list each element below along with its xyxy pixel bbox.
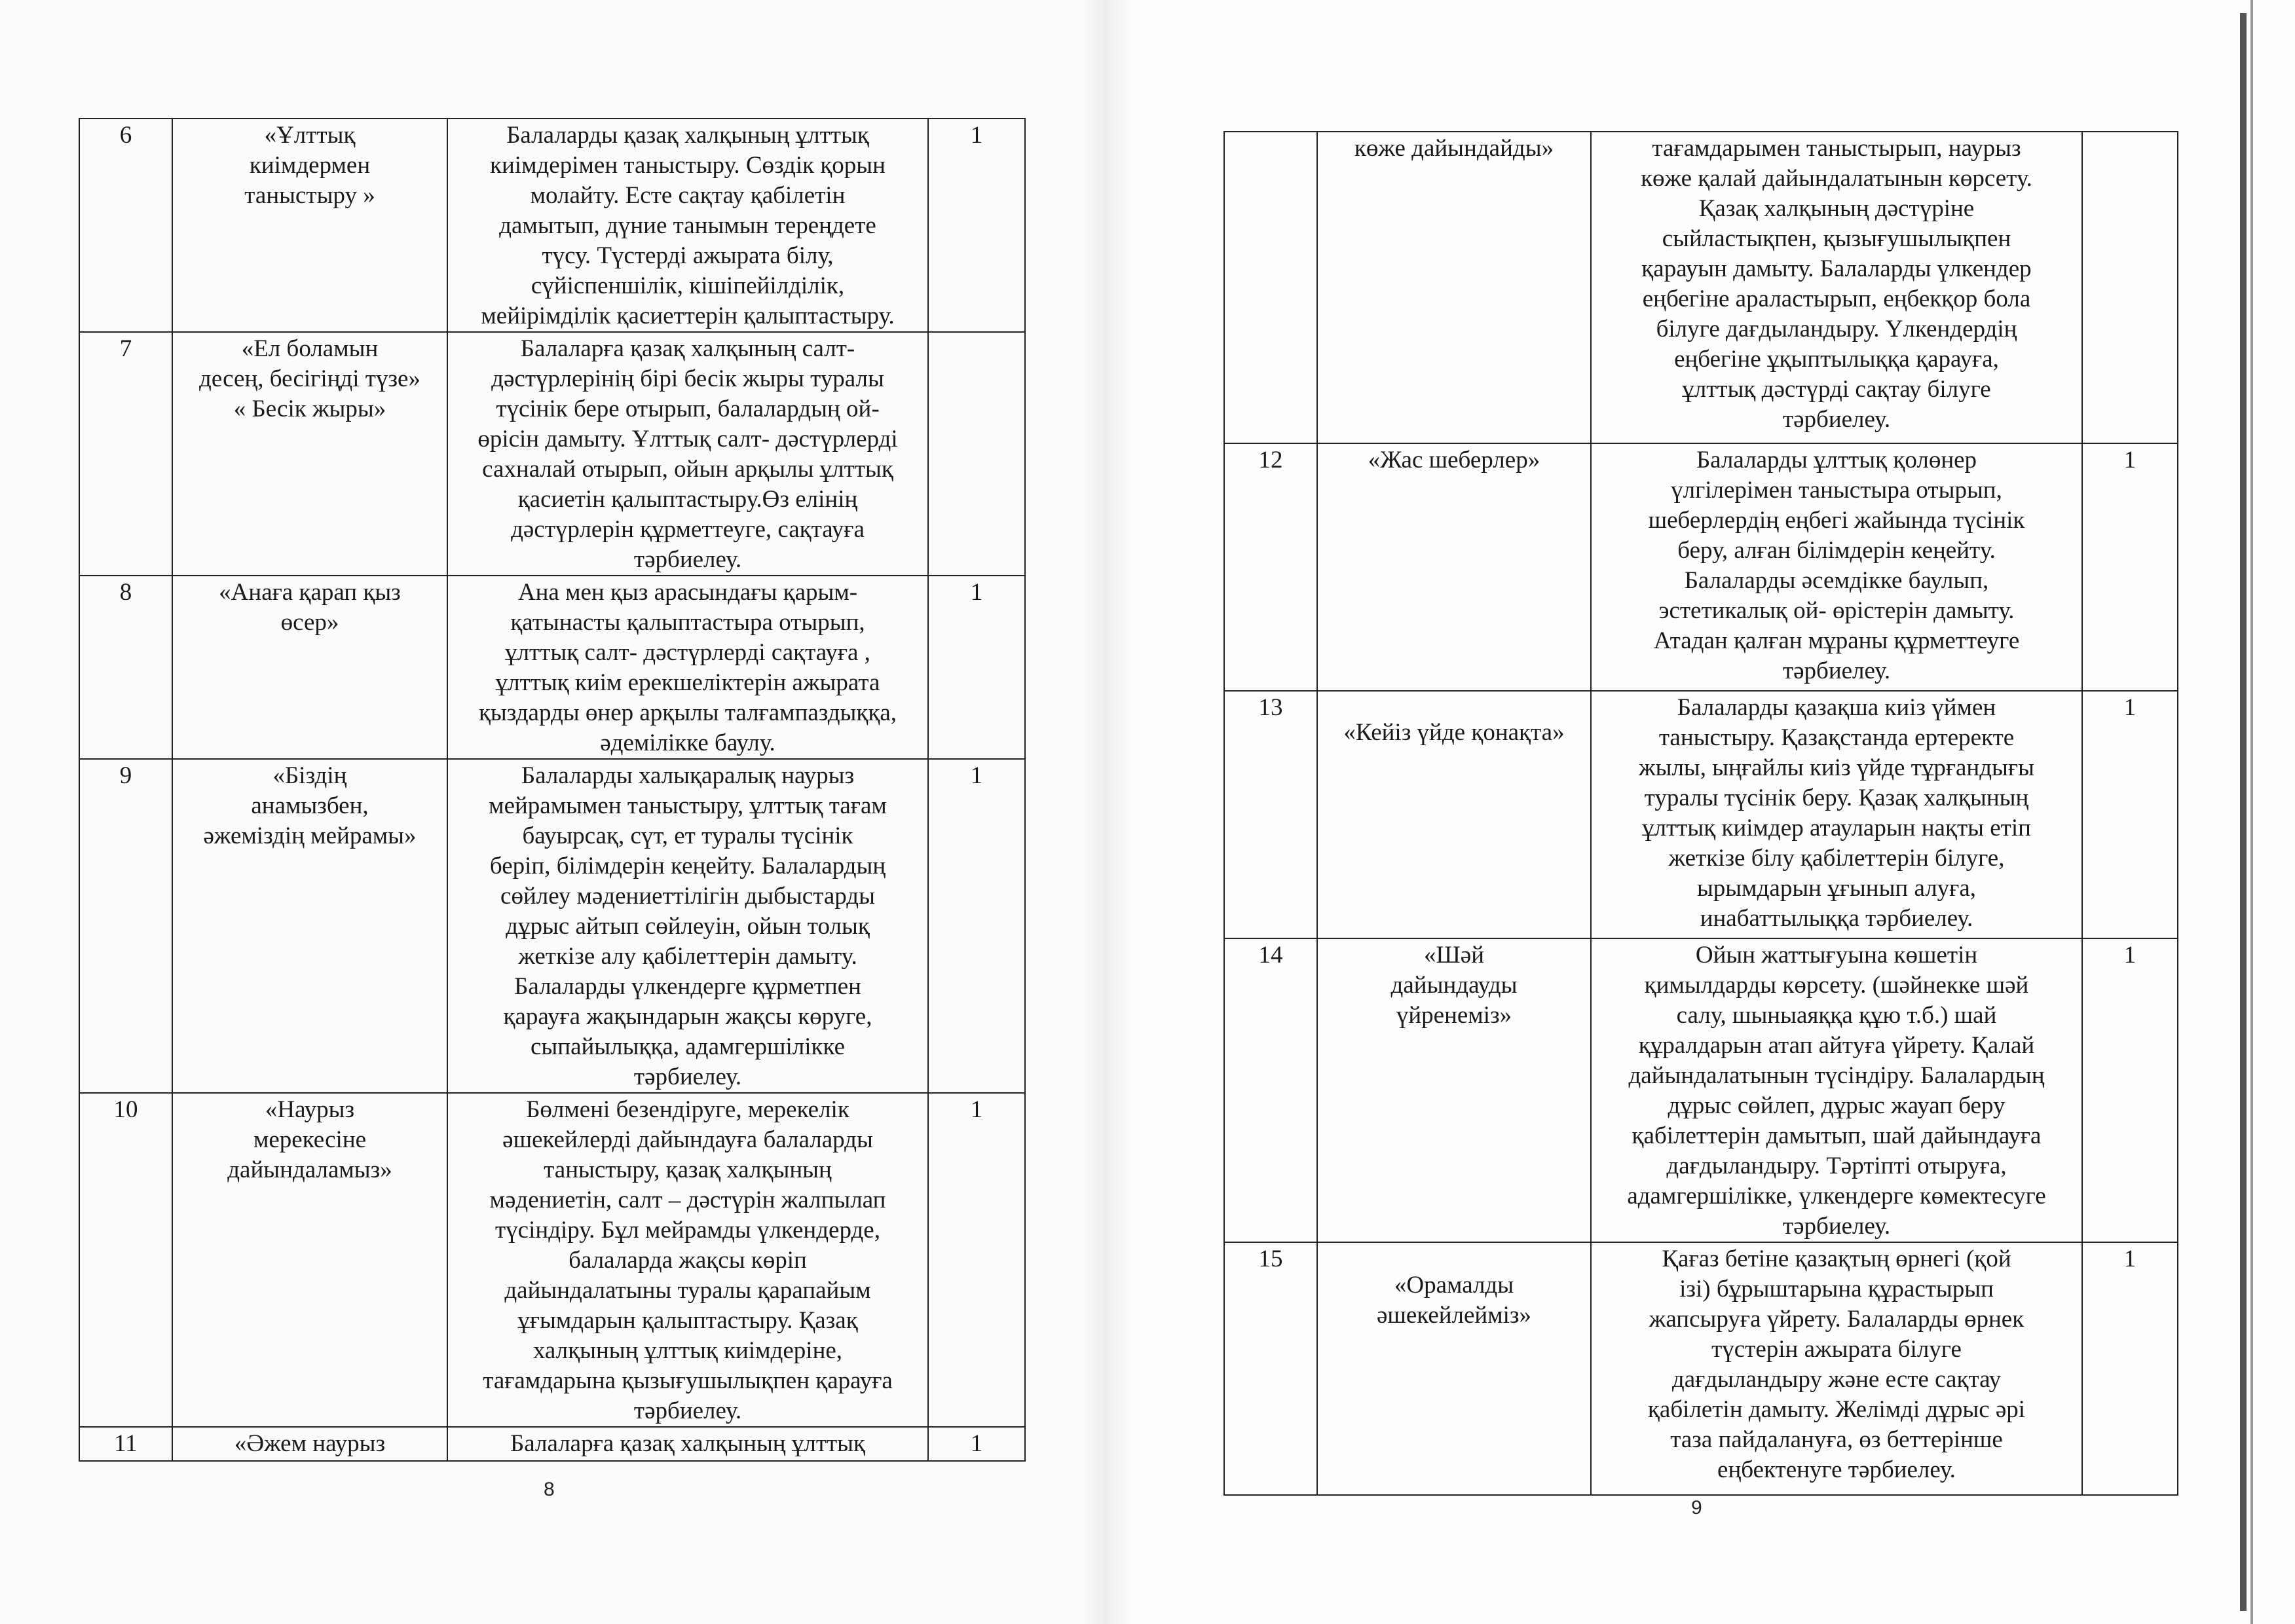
lesson-title: [172, 1427, 447, 1461]
hours-text: 1: [970, 579, 983, 606]
title-line: дайындауды: [1390, 972, 1518, 999]
table-row: [1224, 938, 2178, 1242]
lesson-description: [1591, 443, 2082, 691]
title-line: десең, бесігіңді түзе»: [199, 365, 420, 392]
desc-line: сыйластықпен, қызығушылықпен: [1662, 225, 2011, 252]
desc-line: сахналай отырып, ойын арқылы ұлттық: [482, 456, 893, 483]
title-line: «Жас шеберлер»: [1368, 447, 1540, 473]
lesson-title: [1317, 443, 1591, 691]
title-line: «Ел боламын: [241, 335, 379, 362]
hours-text: 1: [2123, 694, 2136, 721]
desc-line: Балаларды халықаралық наурыз: [521, 762, 855, 789]
desc-line: киімдерімен таныстыру. Сөздік қорын: [490, 152, 886, 179]
desc-line: адамгершілікке, үлкендерге көмектесуге: [1627, 1183, 2046, 1209]
desc-line: тәрбиелеу.: [633, 1397, 742, 1424]
desc-line: құралдарын атап айтуға үйрету. Қалай: [1638, 1032, 2035, 1059]
desc-line: тағамдарына қызығушылықпен қарауға: [483, 1367, 893, 1394]
row-number: [1224, 938, 1317, 1242]
desc-line: Балаларға қазақ халқының ұлттық: [510, 1430, 865, 1457]
desc-line: Балаларды әсемдікке баулып,: [1684, 567, 1989, 594]
scanner-edge-line: [2250, 0, 2253, 1624]
lesson-hours: [928, 576, 1025, 759]
row-number-text: 13: [1258, 694, 1283, 721]
desc-line: өрісін дамыту. Ұлттық салт- дәстүрлерді: [477, 426, 898, 452]
lesson-plan-table-left: [79, 118, 1026, 1462]
lesson-hours: [928, 1427, 1025, 1461]
desc-line: түсу. Түстерді ажырата білу,: [542, 242, 834, 269]
title-line: анамызбен,: [251, 792, 369, 819]
desc-line: жеткізе білу қабілеттерін білуге,: [1668, 845, 2005, 872]
table-row: [79, 1093, 1025, 1427]
row-number: [79, 119, 172, 332]
desc-line: тағамдарымен таныстырып, наурыз: [1652, 135, 2021, 162]
hours-text: 1: [2123, 1246, 2136, 1272]
lesson-title: [172, 759, 447, 1093]
desc-line: дәстүрлерінің бірі бесік жыры туралы: [491, 365, 884, 392]
desc-line: ізі) бұрыштарына құрастырып: [1679, 1276, 1994, 1302]
page-number-right: 9: [1691, 1497, 1702, 1519]
desc-line: Балаларды қазақ халқының ұлттық: [506, 122, 869, 149]
row-number-text: 11: [114, 1430, 138, 1457]
lesson-title: [1317, 132, 1591, 443]
title-line: әжеміздің мейрамы»: [203, 822, 417, 849]
table-row: [1224, 132, 2178, 443]
lesson-description: [447, 332, 928, 576]
lesson-title: [172, 332, 447, 576]
row-number: [1224, 1242, 1317, 1495]
lesson-hours: [2082, 691, 2178, 938]
desc-line: түстерін ажырата білуге: [1711, 1336, 1962, 1363]
lesson-hours: [2082, 938, 2178, 1242]
desc-line: ырымдарын ұғынып алуға,: [1696, 875, 1977, 902]
desc-line: білуге дағдыландыру. Үлкендердің: [1656, 316, 2017, 342]
lesson-title: [1317, 691, 1591, 938]
lesson-title: [172, 1093, 447, 1427]
row-number-text: 9: [119, 762, 132, 789]
desc-line: инабаттылыққа тәрбиелеу.: [1700, 905, 1973, 932]
desc-line: ұлттық дәстүрді сақтау білуге: [1682, 376, 1991, 403]
desc-line: қатынасты қалыптастыра отырып,: [510, 609, 865, 636]
title-line: «Әжем наурыз: [234, 1430, 386, 1457]
desc-line: еңбегіне ұқыптылыққа қарауға,: [1674, 346, 1999, 373]
title-line: « Бесік жыры»: [233, 396, 386, 422]
lesson-hours: [2082, 1242, 2178, 1495]
desc-line: сыпайылыққа, адамгершілікке: [530, 1033, 846, 1060]
lesson-description: [447, 119, 928, 332]
lesson-title: [1317, 938, 1591, 1242]
row-number: [79, 576, 172, 759]
desc-line: тәрбиелеу.: [1782, 1213, 1891, 1240]
desc-line: тәрбиелеу.: [1782, 657, 1891, 684]
desc-line: таныстыру. Қазақстанда ертеректе: [1658, 724, 2015, 751]
desc-line: қасиетін қалыптастыру.Өз елінің: [517, 486, 858, 513]
desc-line: дағдыландыру. Тәртіпті отыруға,: [1666, 1153, 2007, 1179]
desc-line: шеберлердің еңбегі жайында түсінік: [1648, 507, 2025, 534]
desc-line: ұлттық салт- дәстүрлерді сақтауға ,: [505, 639, 870, 666]
lesson-plan-table-right: [1223, 131, 2178, 1496]
desc-line: дұрыс айтып сөйлеуін, ойын толық: [506, 913, 870, 940]
desc-line: ұғымдарын қалыптастыру. Қазақ: [517, 1307, 858, 1334]
desc-line: Қағаз бетіне қазақтың өрнегі (қой: [1662, 1246, 2011, 1272]
desc-line: таныстыру, қазақ халқының: [544, 1156, 832, 1183]
row-number-text: 14: [1258, 942, 1283, 969]
lesson-title: [172, 119, 447, 332]
hours-text: 1: [970, 762, 983, 789]
desc-line: қимылдарды көрсету. (шәйнекке шәй: [1644, 972, 2029, 999]
desc-line: еңбегіне араластырып, еңбекқор бола: [1642, 286, 2031, 312]
desc-line: молайту. Есте сақтау қабілетін: [530, 182, 846, 209]
desc-line: Балаларды үлкендерге құрметпен: [514, 973, 861, 1000]
desc-line: тәрбиелеу.: [633, 1063, 742, 1090]
table-row: [1224, 443, 2178, 691]
desc-line: Атадан қалған мұраны құрметтеуге: [1653, 627, 2020, 654]
desc-line: Балаларға қазақ халқының салт-: [520, 335, 855, 362]
desc-line: дайындалатыны туралы қарапайым: [504, 1277, 871, 1304]
desc-line: қабілеттерін дамытып, шай дайындауға: [1632, 1122, 2042, 1149]
title-line: таныстыру »: [244, 182, 375, 209]
desc-line: Бөлмені безендіруге, мерекелік: [526, 1096, 849, 1123]
row-number-text: 12: [1258, 447, 1283, 473]
lesson-hours: [2082, 132, 2178, 443]
desc-line: жапсыруға үйрету. Балаларды өрнек: [1649, 1306, 2024, 1333]
lesson-description: [447, 576, 928, 759]
title-line: үйренеміз»: [1396, 1002, 1512, 1029]
desc-line: түсіндіру. Бұл мейрамды үлкендерде,: [495, 1217, 880, 1244]
lesson-description: [447, 1427, 928, 1461]
row-number: [79, 1427, 172, 1461]
row-number: [1224, 443, 1317, 691]
desc-line: Ана мен қыз арасындағы қарым-: [517, 579, 858, 606]
title-line: мерекесіне: [253, 1126, 367, 1153]
desc-line: дайындалатынын түсіндіру. Балалардың: [1628, 1062, 2045, 1089]
row-number-text: 10: [113, 1096, 138, 1123]
desc-line: Балаларды ұлттық қолөнер: [1696, 447, 1977, 473]
desc-line: бауырсақ, сүт, ет туралы түсінік: [522, 822, 853, 849]
desc-line: мәдениетін, салт – дәстүрін жалпылап: [489, 1187, 886, 1213]
lesson-title: [172, 576, 447, 759]
title-line: «Наурыз: [265, 1096, 355, 1123]
desc-line: таза пайдалануға, өз беттерінше: [1670, 1426, 2003, 1453]
lesson-description: [1591, 1242, 2082, 1495]
lesson-hours: [2082, 443, 2178, 691]
desc-line: үлгілерімен таныстыра отырып,: [1671, 477, 2002, 504]
lesson-description: [447, 1093, 928, 1427]
desc-line: қыздарды өнер арқылы талғампаздыққа,: [478, 699, 897, 726]
row-number-text: 6: [119, 122, 132, 149]
lesson-description: [447, 759, 928, 1093]
desc-line: әдемілікке баулу.: [600, 729, 775, 756]
hours-text: 1: [2123, 447, 2136, 473]
lesson-title: [1317, 1242, 1591, 1495]
desc-line: тәрбиелеу.: [633, 546, 742, 573]
row-number-text: 8: [119, 579, 132, 606]
desc-line: ұлттық киімдер атауларын нақты етіп: [1642, 815, 2031, 841]
desc-line: беру, алған білімдерін кеңейту.: [1677, 537, 1996, 564]
title-line: «Ұлттық: [264, 122, 356, 149]
row-number: [1224, 691, 1317, 938]
desc-line: дамытып, дүние танымын тереңдете: [499, 212, 876, 239]
book-fold-shadow: [1081, 0, 1133, 1624]
desc-line: түсінік бере отырып, балалардың ой-: [496, 396, 880, 422]
desc-line: қабілетін дамыту. Желімді дұрыс әрі: [1647, 1396, 2026, 1423]
desc-line: беріп, білімдерін кеңейту. Балалардың: [489, 853, 886, 879]
title-line: «Біздің: [272, 762, 347, 789]
table-row: [79, 576, 1025, 759]
desc-line: Балаларды қазақша киіз үймен: [1677, 694, 1996, 721]
title-line: көже дайындайды»: [1354, 135, 1554, 162]
title-line: әшекейлейміз»: [1376, 1302, 1532, 1329]
desc-line: туралы түсінік беру. Қазақ халқының: [1644, 784, 2029, 811]
lesson-description: [1591, 691, 2082, 938]
desc-line: халқының ұлттық киімдеріне,: [532, 1337, 843, 1364]
lesson-hours: [928, 1093, 1025, 1427]
desc-line: салу, шыныаяққа құю т.б.) шай: [1676, 1002, 1997, 1029]
lesson-description: [1591, 132, 2082, 443]
lesson-hours: [928, 332, 1025, 576]
desc-line: Ойын жаттығуына көшетін: [1695, 942, 1978, 969]
hours-text: 1: [970, 1096, 983, 1123]
title-line: «Орамалды: [1394, 1272, 1514, 1299]
desc-line: балаларда жақсы көріп: [569, 1247, 807, 1274]
table-row: [79, 759, 1025, 1093]
desc-line: тәрбиелеу.: [1782, 406, 1891, 433]
row-number: [79, 332, 172, 576]
page-number-left: 8: [544, 1479, 555, 1500]
title-line: «Шәй: [1423, 942, 1485, 969]
title-line: киімдермен: [249, 152, 371, 179]
desc-line: дұрыс сөйлеп, дұрыс жауап беру: [1668, 1092, 2006, 1119]
desc-line: жылы, ыңғайлы киіз үйде тұрғандығы: [1639, 754, 2034, 781]
desc-line: еңбектенуге тәрбиелеу.: [1717, 1456, 1956, 1483]
row-number: [79, 759, 172, 1093]
table-row: [1224, 1242, 2178, 1495]
desc-line: мейрамымен таныстыру, ұлттық тағам: [489, 792, 887, 819]
row-number: [79, 1093, 172, 1427]
table-row: [1224, 691, 2178, 938]
row-number: [1224, 132, 1317, 443]
row-number-text: 7: [119, 335, 132, 362]
desc-line: эстетикалық ой- өрістерін дамыту.: [1658, 597, 2015, 624]
title-line: өсер»: [280, 609, 339, 636]
scanner-edge: [2240, 13, 2247, 1611]
desc-line: әшекейлерді дайындауға балаларды: [502, 1126, 873, 1153]
desc-line: жеткізе алу қабілеттерін дамыту.: [518, 943, 857, 970]
lesson-description: [1591, 938, 2082, 1242]
row-number-text: 15: [1258, 1246, 1283, 1272]
desc-line: сөйлеу мәдениеттілігін дыбыстарды: [500, 883, 875, 910]
desc-line: қарауын дамыту. Балаларды үлкендер: [1641, 255, 2032, 282]
desc-line: ұлттық киім ерекшеліктерін ажырата: [495, 669, 880, 696]
table-row: [79, 119, 1025, 332]
title-line: «Анаға қарап қыз: [219, 579, 401, 606]
desc-line: сүйіспеншілік, кішіпейілділік,: [531, 272, 845, 299]
table-row: [79, 332, 1025, 576]
desc-line: көже қалай дайындалатынын көрсету.: [1641, 165, 2032, 192]
desc-line: дәстүрлерін құрметтеуге, сақтауға: [511, 516, 865, 543]
desc-line: қарауға жақындарын жақсы көруге,: [503, 1003, 872, 1030]
desc-line: Қазақ халқының дәстүріне: [1698, 195, 1975, 222]
title-line: «Кейіз үйде қонақта»: [1343, 719, 1565, 746]
desc-line: дағдыландыру және есте сақтау: [1671, 1366, 2002, 1393]
desc-line: мейірімділік қасиеттерін қалыптастыру.: [481, 303, 895, 329]
hours-text: 1: [970, 122, 983, 149]
hours-text: 1: [970, 1430, 983, 1457]
lesson-hours: [928, 759, 1025, 1093]
table-row: [79, 1427, 1025, 1461]
lesson-hours: [928, 119, 1025, 332]
hours-text: 1: [2123, 942, 2136, 969]
title-line: дайындаламыз»: [227, 1156, 392, 1183]
